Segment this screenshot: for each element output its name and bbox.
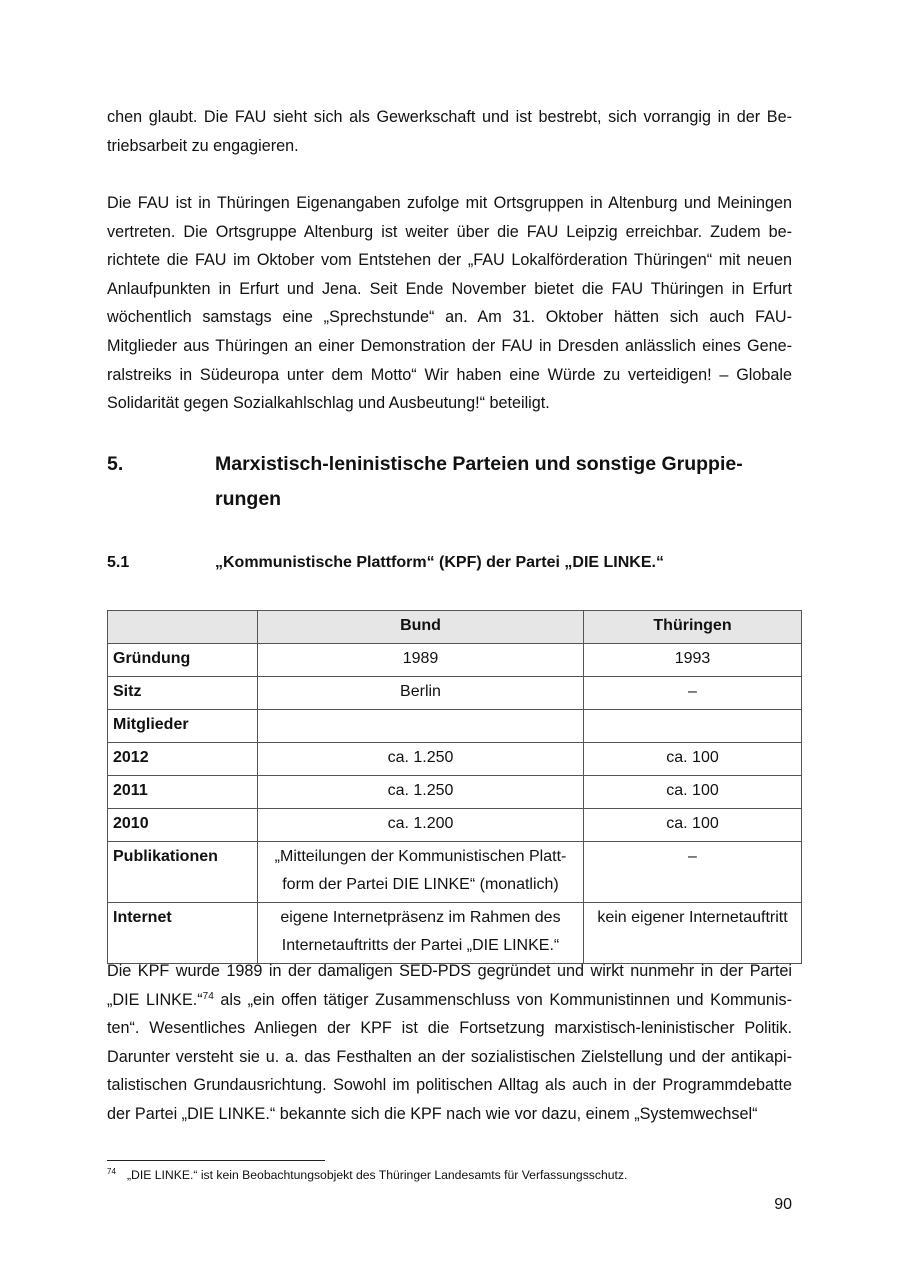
- row-label: Sitz: [108, 677, 258, 710]
- subsection-number: 5.1: [107, 554, 130, 571]
- cell-bund: ca. 1.250: [258, 776, 584, 809]
- paragraph-fau-intro: chen glaubt. Die FAU sieht sich als Gewerkschaft und ist bestrebt, sich vorrangig in der Betriebsarbeit zu engagieren.: [107, 108, 792, 155]
- cell-bund: [258, 710, 584, 743]
- table-header-thueringen: Thüringen: [584, 611, 802, 644]
- section-title: Marxistisch-leninistische Parteien und sonstige Gruppierungen: [215, 453, 743, 510]
- cell-bund: 1989: [258, 644, 584, 677]
- row-label: Publikationen: [108, 842, 258, 903]
- cell-bund: ca. 1.200: [258, 809, 584, 842]
- table-row: [108, 743, 802, 776]
- row-label: 2012: [108, 743, 258, 776]
- cell-bund: Berlin: [258, 677, 584, 710]
- row-label: Mitglieder: [108, 710, 258, 743]
- cell-bund: „Mitteilungen der Kommunistischen Plattform der Partei DIE LINKE“ (monatlich): [258, 842, 584, 903]
- row-label: 2010: [108, 809, 258, 842]
- table-header-row: [108, 611, 802, 644]
- cell-thueringen: ca. 100: [584, 776, 802, 809]
- table-row: [108, 776, 802, 809]
- page-number: 90: [774, 1196, 792, 1213]
- table-row: [108, 710, 802, 743]
- cell-thueringen: –: [584, 842, 802, 903]
- row-label: Internet: [108, 903, 258, 964]
- footnote-reference[interactable]: 74: [202, 990, 214, 1002]
- cell-bund: ca. 1.250: [258, 743, 584, 776]
- table-row: [108, 903, 802, 964]
- cell-bund: eigene Internetpräsenz im Rahmen des Internetauftritts der Partei „DIE LINKE.“: [258, 903, 584, 964]
- kpf-data-table: [107, 610, 802, 964]
- footnote-divider: [107, 1160, 325, 1161]
- paragraph-kpf-part1: Die KPF wurde 1989 in der damaligen SED-PDS gegründet und wirkt nunmehr in der Partei „DIE LINKE.“: [107, 962, 792, 1009]
- cell-thueringen: ca. 100: [584, 743, 802, 776]
- paragraph-fau-thueringen: Die FAU ist in Thüringen Eigenangaben zufolge mit Ortsgruppen in Altenburg und Meiningen vertreten. Die Ortsgruppe Altenburg ist weiter über die FAU Leipzig erreichbar. Zudem berichtete die FAU im Oktober vom Entstehen der „FAU Lokalförderation Thüringen“ mit neuen Anlaufpunkten in Erfurt und Jena. Seit Ende November bietet die FAU Thüringen in Erfurt wöchentlich samstags eine „Sprechstunde“ an. Am 31. Oktober hätten sich auch FAU-Mitglieder aus Thüringen an einer Demonstration der FAU in Dresden anlässlich eines Generalstreiks in Südeuropa unter dem Motto“ Wir haben eine Würde zu verteidigen! – Globale Solidarität gegen Sozialkahlschlag und Ausbeutung!“ beteiligt.: [107, 194, 792, 413]
- table-header-bund: Bund: [258, 611, 584, 644]
- table-row: [108, 842, 802, 903]
- cell-thueringen: ca. 100: [584, 809, 802, 842]
- subsection-title: „Kommunistische Plattform“ (KPF) der Partei „DIE LINKE.“: [215, 554, 664, 571]
- row-label: Gründung: [108, 644, 258, 677]
- paragraph-kpf-part2: als „ein offen tätiger Zusammenschluss von Kommunistinnen und Kommunisten“. Wesentliches Anliegen der KPF ist die Fortsetzung marxistisch-leninistischer Politik. Darunter versteht sie u. a. das Festhalten an der sozialistischen Zielstellung und der antikapitalistischen Grundausrichtung. Sowohl im politischen Alltag als auch in der Programmdebatte der Partei „DIE LINKE.“ bekannte sich die KPF nach wie vor dazu, einem „Systemwechsel“: [107, 990, 792, 1123]
- footnote-text: „DIE LINKE.“ ist kein Beobachtungsobjekt des Thüringer Landesamts für Verfassungsschutz.: [127, 1168, 628, 1182]
- cell-thueringen: [584, 710, 802, 743]
- paragraph-kpf: [107, 957, 792, 1129]
- section-number: 5.: [107, 453, 124, 475]
- cell-thueringen: kein eigener Internetauftritt: [584, 903, 802, 964]
- row-label: 2011: [108, 776, 258, 809]
- cell-thueringen: 1993: [584, 644, 802, 677]
- table-header-empty: [108, 611, 258, 644]
- table-row: [108, 677, 802, 710]
- cell-thueringen: –: [584, 677, 802, 710]
- table-row: [108, 809, 802, 842]
- table-row: [108, 644, 802, 677]
- footnote: $^{74}$ „DIE LINKE.“ ist kein Beobachtungsobjekt des Thüringer Landesamts für Verfassungsschutz.: [107, 1167, 628, 1182]
